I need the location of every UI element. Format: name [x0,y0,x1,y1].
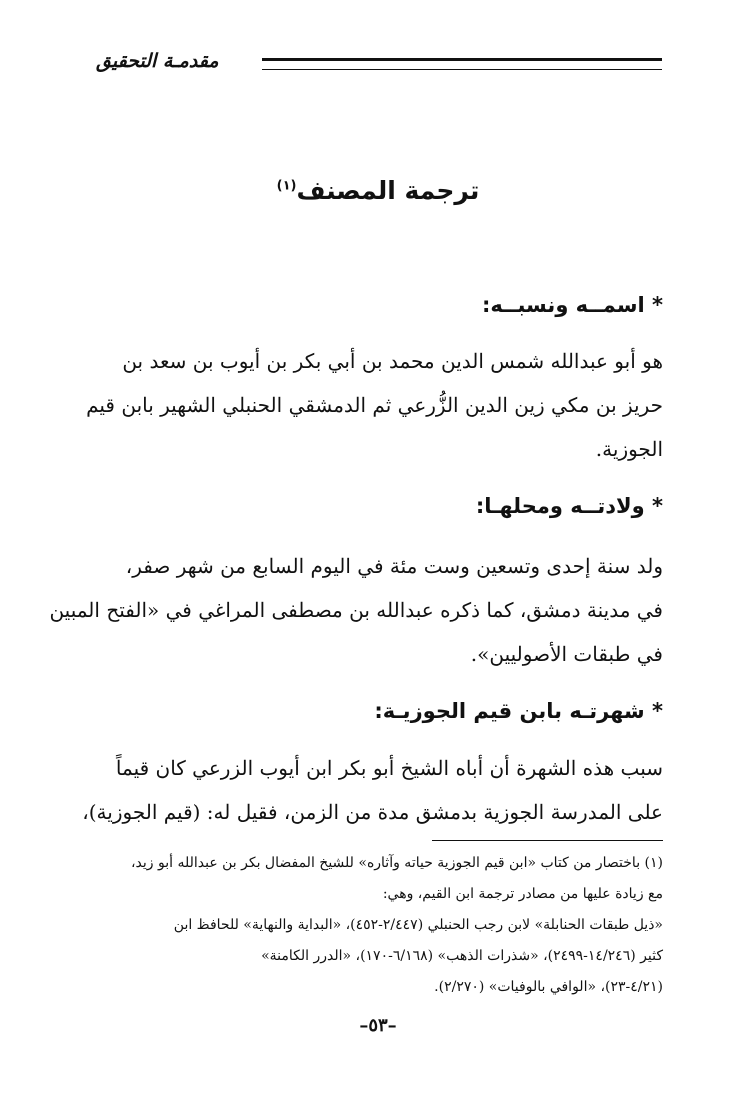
page-number: –٥٣– [359,1015,397,1036]
footnote-line: «ذيل طبقات الحنابلة» لابن رجب الحنبلي (٢/٤٤٧-٤٥٢)، «البداية والنهاية» للحافظ ابن [173,917,663,933]
paragraph-line: ولد سنة إحدى وتسعين وست مئة في اليوم السابع من شهر صفر، [125,554,663,578]
paragraph-line: الجوزية. [595,437,663,461]
section-paragraph-name [86,339,663,471]
paragraph-line: في طبقات الأصوليين». [470,642,663,666]
chapter-title-text: ترجمة المصنف [296,176,480,205]
paragraph-line: على المدرسة الجوزية بدمشق مدة من الزمن، فقيل له: (قيم الجوزية)، [82,800,663,824]
footnotes [93,848,663,1003]
paragraph-line: سبب هذه الشهرة أن أباه الشيخ أبو بكر ابن أيوب الزرعي كان قيماً [115,756,663,780]
header-double-rule [262,58,662,70]
footnote-marker: (١) [276,178,297,194]
section-paragraph-birth [49,544,663,676]
footnote-line: مع زيادة عليها من مصادر ترجمة ابن القيم، وهي: [382,886,663,902]
footnote-line: (٤/٢١-٢٣)، «الوافي بالوفيات» (٢/٢٧٠). [434,979,663,995]
paragraph-line: حريز بن مكي زين الدين الزُّرعي ثم الدمشقي الحنبلي الشهير بابن قيم [86,393,663,417]
running-header-title: مقدمـة التحقيق [96,50,219,72]
paragraph-line: في مدينة دمشق، كما ذكره عبدالله بن مصطفى المراغي في «الفتح المبين [49,598,663,622]
footnote-line: (١) باختصار من كتاب «ابن قيم الجوزية حياته وآثاره» للشيخ المفضال بكر بن عبدالله أبو زيد، [131,855,663,871]
paragraph-line: هو أبو عبدالله شمس الدين محمد بن أبي بكر بن أيوب بن سعد بن [122,349,663,373]
section-paragraph-fame [82,746,663,834]
section-heading-fame: * شهرتـه بابن قيم الجوزيـة: [374,699,663,723]
chapter-title [0,176,756,205]
footnote-line: كثير (١٤/٢٤٦-٢٤٩٩)، «شذرات الذهب» (٦/١٦٨-١٧٠)، «الدرر الكامنة» [261,948,663,964]
footnote-separator [432,840,663,841]
section-heading-birth: * ولادتــه ومحلهـا: [475,494,663,518]
section-heading-name: * اسمــه ونسبــه: [482,293,663,317]
